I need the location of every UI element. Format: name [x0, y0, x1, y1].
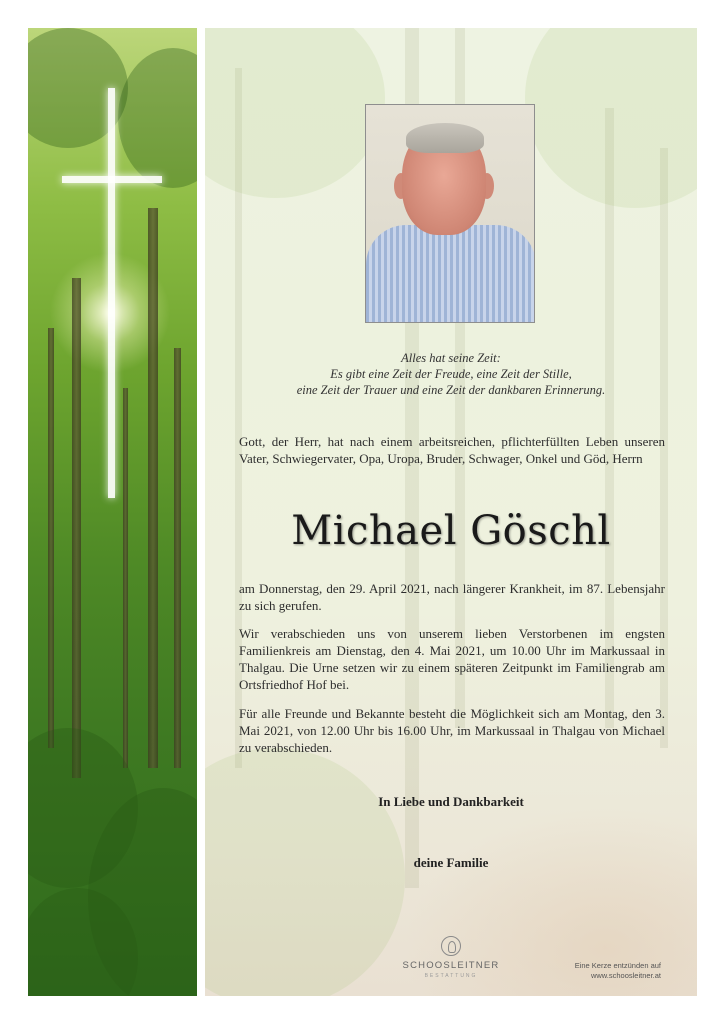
- brand-name: SCHOOSLEITNER: [402, 960, 500, 971]
- motto-line-2: Es gibt eine Zeit der Freude, eine Zeit der Stille,: [330, 367, 572, 381]
- portrait-photo: [365, 104, 535, 323]
- obituary-panel: [205, 28, 697, 996]
- motto-line-3: eine Zeit der Trauer und eine Zeit der dankbaren Erinnerung.: [296, 383, 606, 397]
- closing-line: In Liebe und Dankbarkeit: [378, 794, 524, 809]
- forest-image-strip: [28, 28, 197, 996]
- funeral-paragraph: Wir verabschieden uns von unserem lieben Verstorbenen im engsten Familienkreis am Dienstag, den 4. Mai 2021, um 10.00 Uhr im Markussaal in Thalgau. Die Urne setzen wir zu einem späteren Zeitpunkt im Familiengrab am Ortsfriedhof Hof bei.: [239, 626, 665, 692]
- website-link[interactable]: www.schoosleitner.at: [590, 971, 661, 980]
- cross-icon: [108, 88, 115, 498]
- cross-icon-bar: [62, 176, 162, 183]
- candle-text: Eine Kerze entzünden auf: [574, 961, 661, 970]
- signature-line: deine Familie: [413, 855, 489, 870]
- farewell-paragraph: Für alle Freunde und Bekannte besteht die Möglichkeit sich am Montag, den 3. Mai 2021, von 12.00 Uhr bis 16.00 Uhr, im Markussaal in Thalgau von Michael zu verabschieden.: [239, 706, 665, 755]
- motto-quote: [245, 350, 657, 398]
- death-paragraph: am Donnerstag, den 29. April 2021, nach längerer Krankheit, im 87. Lebensjahr zu sich gerufen.: [239, 581, 665, 613]
- deceased-name: Michael Göschl: [291, 508, 611, 554]
- intro-paragraph: Gott, der Herr, hat nach einem arbeitsreichen, pflichterfüllten Leben unseren Vater, Schwiegervater, Opa, Uropa, Bruder, Schwager, Onkel und Göd, Herrn: [239, 434, 665, 466]
- motto-line-1: Alles hat seine Zeit:: [401, 351, 501, 365]
- brand-subtitle: BESTATTUNG: [424, 973, 478, 979]
- rose-logo-icon: [441, 936, 461, 956]
